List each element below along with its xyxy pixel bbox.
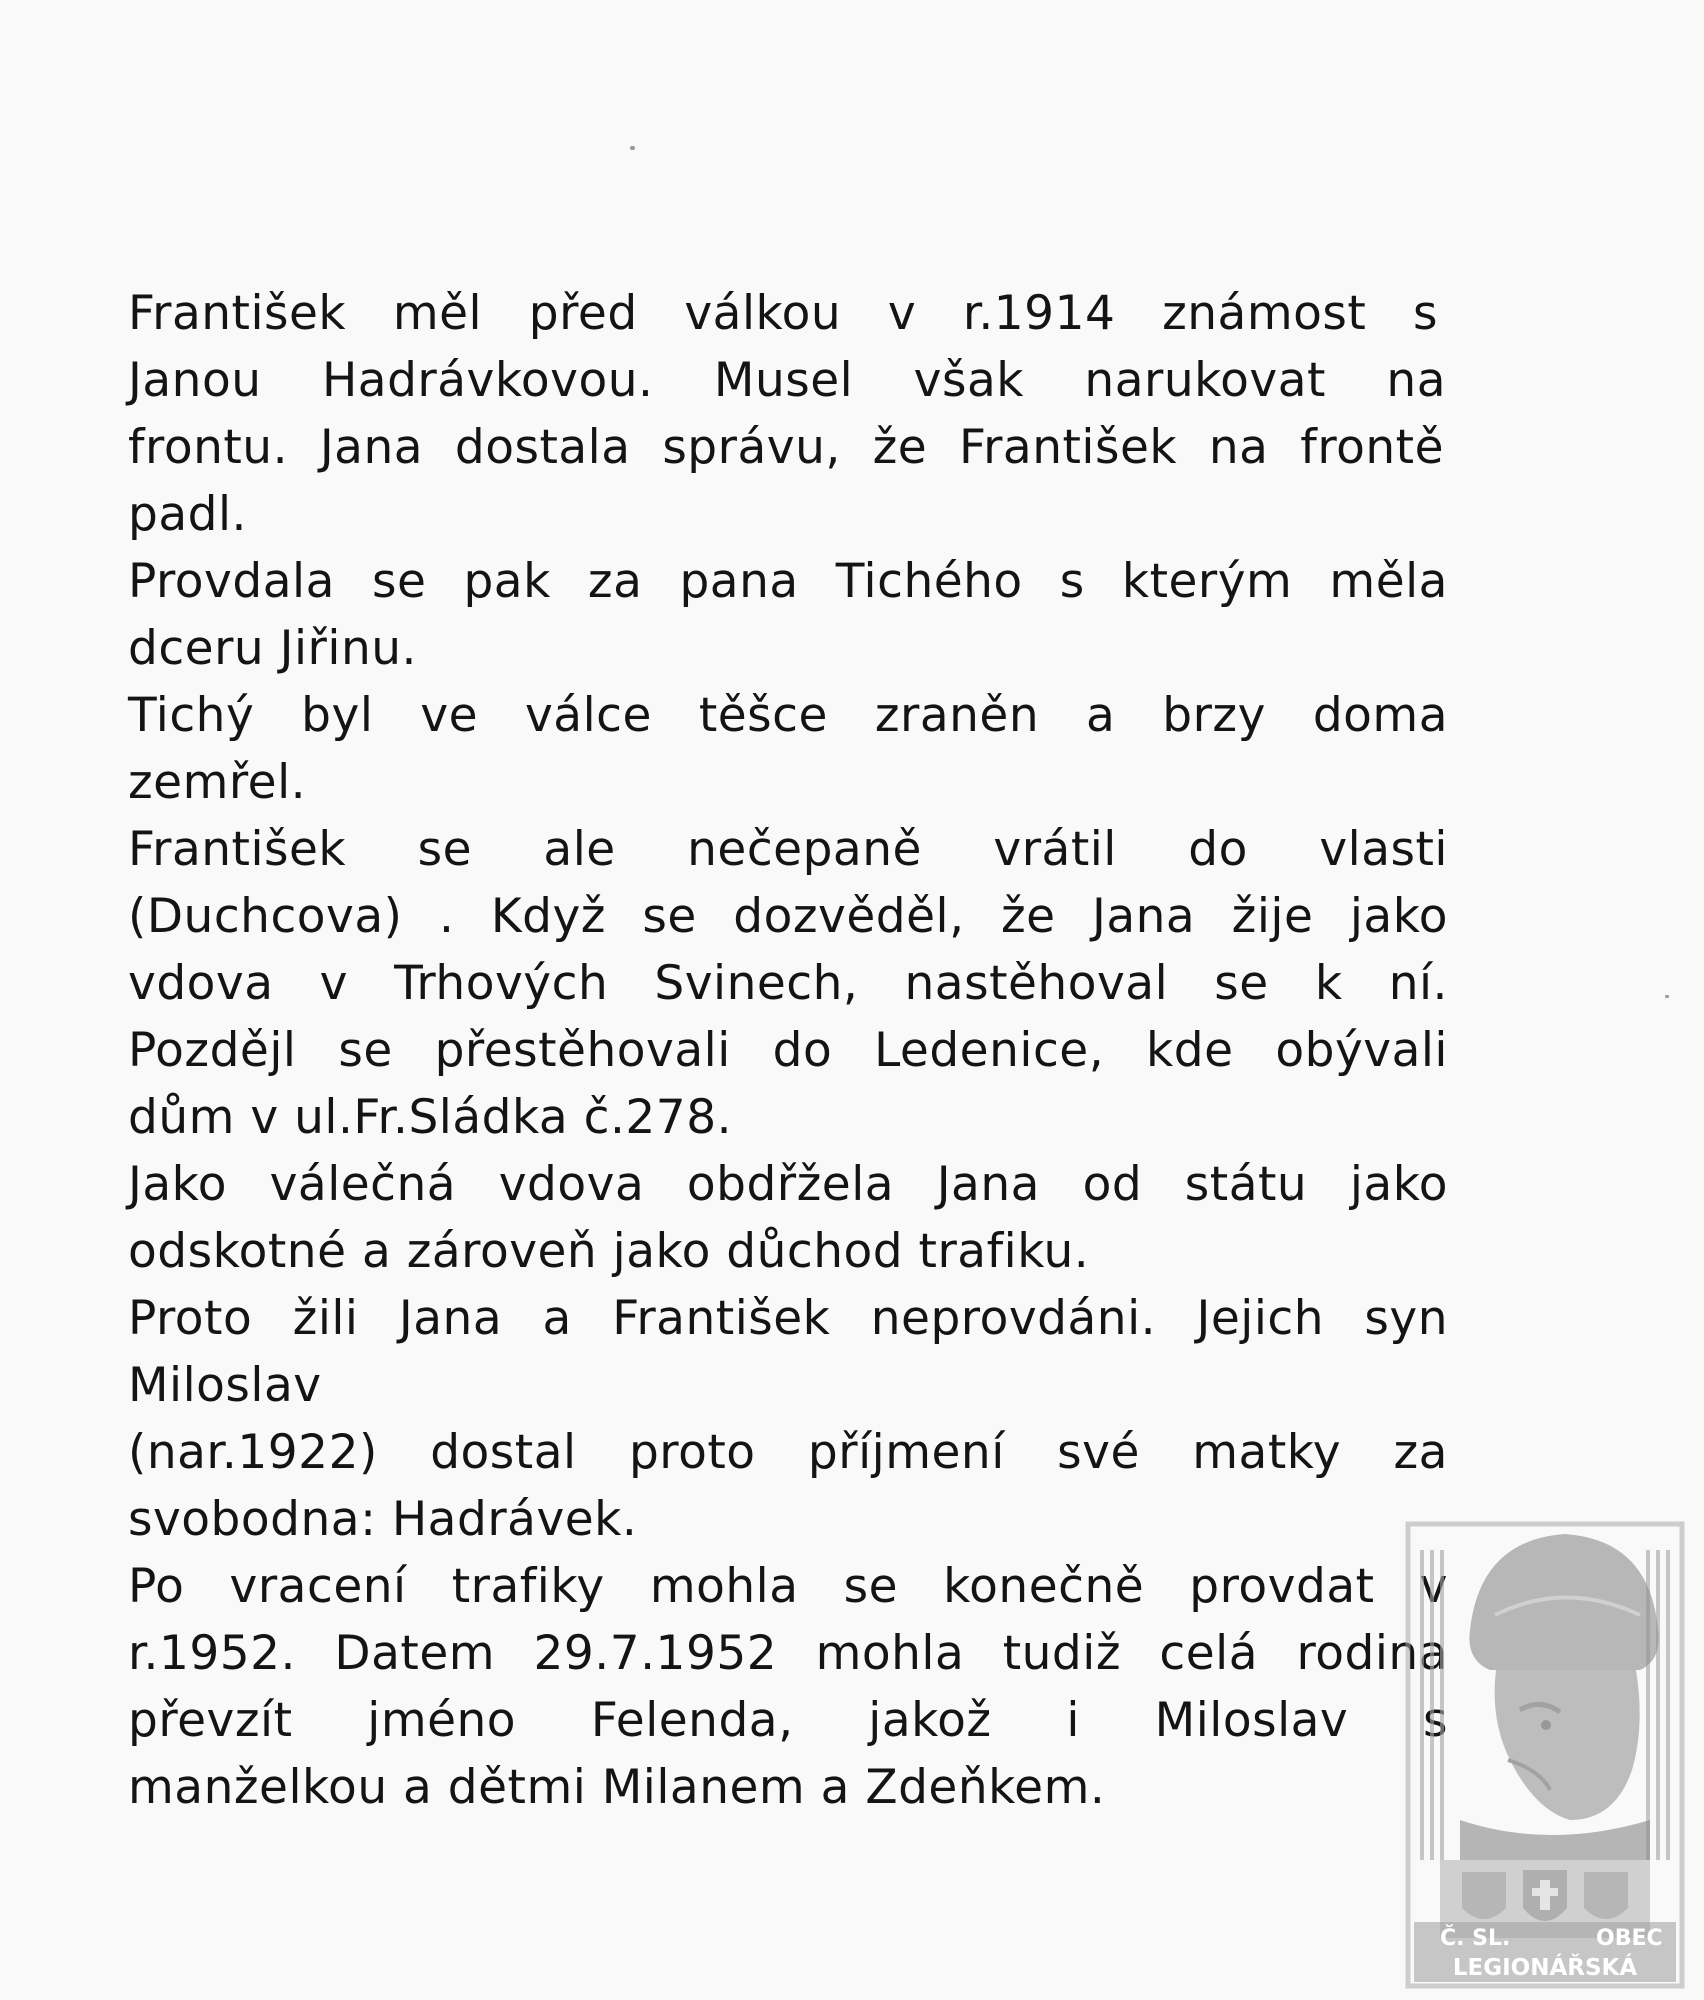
text-line: vdova v Trhových Svinech, nastěhoval se k ní. bbox=[128, 956, 1448, 1011]
text-line: František měl před válkou v r.1914 známost s bbox=[128, 286, 1438, 341]
scan-speck bbox=[1665, 995, 1669, 998]
text-line: frontu. Jana dostala správu, že František na frontě bbox=[128, 420, 1444, 475]
text-line: Tichý byl ve válce těšce zraněn a brzy doma bbox=[128, 688, 1448, 743]
text-line: odskotné a zároveň jako důchod trafiku. bbox=[128, 1224, 1090, 1279]
watermark-text-left: Č. SL. bbox=[1440, 1926, 1511, 1951]
text-line: (nar.1922) dostal proto příjmení své matky za bbox=[128, 1425, 1448, 1480]
legion-logo-svg bbox=[1400, 1520, 1690, 1990]
legion-watermark-logo bbox=[1400, 1520, 1690, 1990]
text-line: František se ale nečepaně vrátil do vlasti bbox=[128, 822, 1448, 877]
watermark-text-right: OBEC bbox=[1596, 1926, 1663, 1951]
letter-text bbox=[128, 280, 1458, 1821]
soldier-helmet-icon bbox=[1460, 1534, 1659, 1860]
text-line: převzít jméno Felenda, jakož i Miloslav s bbox=[128, 1693, 1448, 1748]
text-line: dům v ul.Fr.Sládka č.278. bbox=[128, 1090, 733, 1145]
side-bars-left bbox=[1422, 1550, 1442, 1860]
text-line: r.1952. Datem 29.7.1952 mohla tudiž celá rodina bbox=[128, 1626, 1448, 1681]
watermark-text-bottom: LEGIONÁŘSKÁ bbox=[1452, 1955, 1638, 1981]
text-line: Pozdějl se přestěhovali do Ledenice, kde obývali bbox=[128, 1023, 1448, 1078]
text-line: Provdala se pak za pana Tichého s kterým měla bbox=[128, 554, 1448, 609]
scan-speck bbox=[630, 146, 635, 150]
text-line: (Duchcova) . Když se dozvěděl, že Jana žije jako bbox=[128, 889, 1448, 944]
text-line: Miloslav bbox=[128, 1358, 322, 1413]
text-line: dceru Jiřinu. bbox=[128, 621, 417, 676]
text-line: Proto žili Jana a František neprovdáni. Jejich syn bbox=[128, 1291, 1448, 1346]
text-line: padl. bbox=[128, 487, 247, 542]
text-line: manželkou a dětmi Milanem a Zdeňkem. bbox=[128, 1760, 1106, 1815]
text-line: svobodna: Hadrávek. bbox=[128, 1492, 638, 1547]
text-line: Jako válečná vdova obdřžela Jana od státu jako bbox=[128, 1157, 1448, 1212]
text-line: Po vracení trafiky mohla se konečně provdat v bbox=[128, 1559, 1448, 1614]
text-line: Janou Hadrávkovou. Musel však narukovat na bbox=[128, 353, 1446, 408]
text-line: zemřel. bbox=[128, 755, 307, 810]
